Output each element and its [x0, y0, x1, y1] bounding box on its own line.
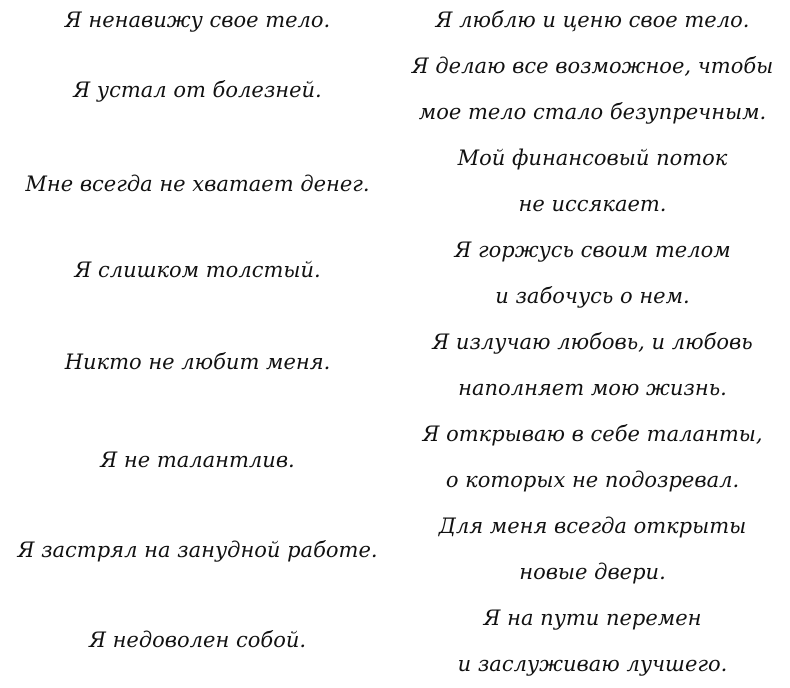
affirmation-line: и забочусь о нем. [495, 284, 690, 308]
affirmation-line: Я на пути перемен [483, 606, 702, 630]
affirmation-line: о которых не подозревал. [445, 468, 740, 492]
affirmation-line: Я излучаю любовь, и любовь [432, 330, 753, 354]
negative-statement: Я не талантлив. [100, 448, 295, 472]
negative-statement: Я ненавижу свое тело. [64, 8, 331, 32]
affirmation-line: не иссякает. [518, 192, 667, 216]
affirmation-line: Мой финансовый поток [457, 146, 728, 170]
negative-statement: Мне всегда не хватает денег. [25, 172, 370, 196]
affirmation-line: Я горжусь своим телом [454, 238, 731, 262]
negative-statement: Я слишком толстый. [74, 258, 321, 282]
affirmation-line: и заслуживаю лучшего. [457, 652, 728, 676]
negative-statement: Я устал от болезней. [73, 78, 322, 102]
affirmation-line: Я делаю все возможное, чтобы [411, 54, 774, 78]
affirmation-line: новые двери. [519, 560, 666, 584]
affirmation-line: мое тело стало безупречным. [418, 100, 767, 124]
negative-statement: Никто не любит меня. [64, 350, 331, 374]
negative-statement: Я недоволен собой. [88, 628, 307, 652]
affirmation-line: Для меня всегда открыты [438, 514, 747, 538]
negative-statement: Я застрял на занудной работе. [17, 538, 378, 562]
affirmation-line: Я люблю и ценю свое тело. [435, 8, 750, 32]
affirmation-line: Я открываю в себе таланты, [422, 422, 763, 446]
affirmation-line: наполняет мою жизнь. [458, 376, 727, 400]
